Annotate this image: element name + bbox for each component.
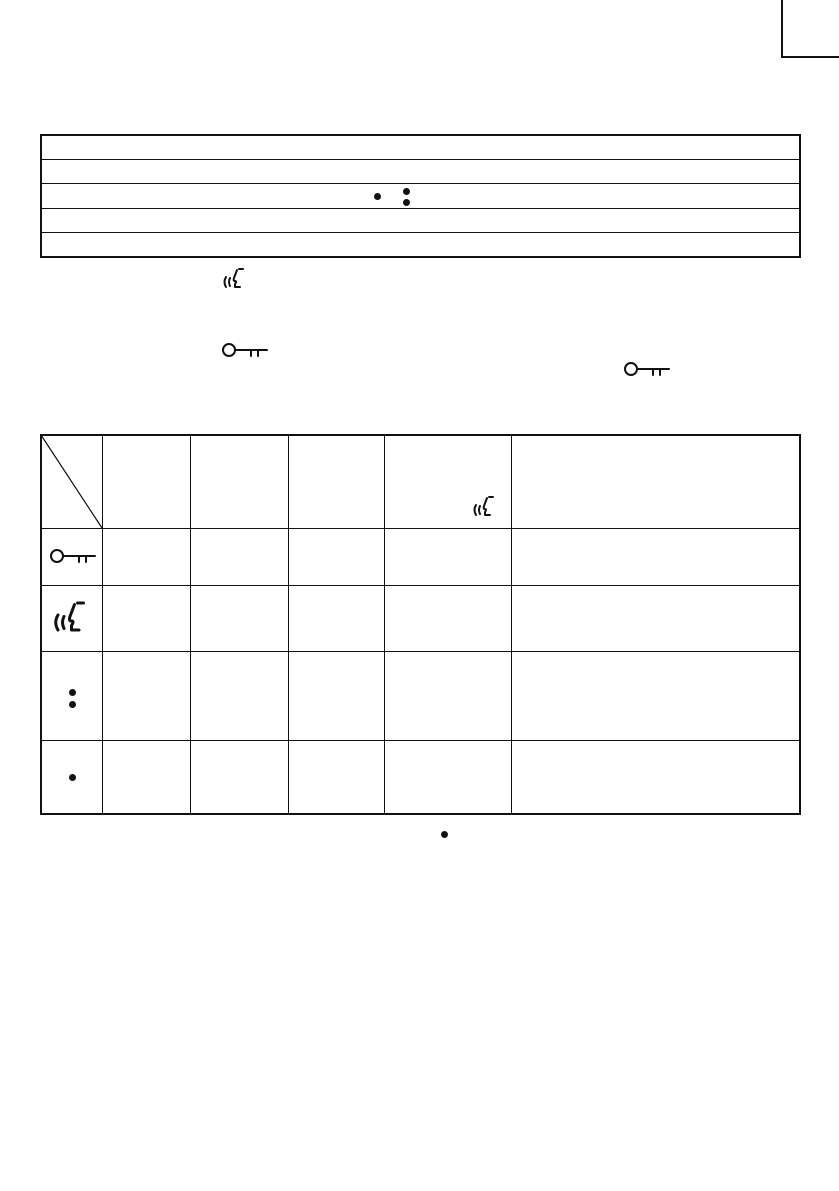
- single-dot-icon: [69, 774, 76, 781]
- page-edge-mark: [781, 0, 783, 57]
- summary-table-row-divider: [40, 208, 801, 209]
- voice-command-icon: [52, 598, 88, 638]
- matrix-table-border-bottom: [40, 813, 801, 815]
- page-edge-mark-horizontal: [781, 56, 839, 58]
- single-dot-icon: [374, 193, 381, 200]
- double-dot-icon-bottom: [403, 199, 410, 206]
- summary-table-border-right: [799, 134, 801, 258]
- summary-table-border-left: [40, 134, 42, 258]
- matrix-col-divider: [190, 434, 191, 815]
- double-dot-icon-bottom: [69, 701, 76, 708]
- summary-table-border-top: [40, 134, 801, 136]
- summary-table-row-divider: [40, 232, 801, 233]
- double-dot-icon-top: [69, 689, 76, 696]
- matrix-row-divider: [40, 740, 801, 741]
- key-icon: [49, 548, 97, 566]
- voice-command-icon: [472, 494, 496, 520]
- matrix-col-divider: [288, 434, 289, 815]
- summary-table-row-divider: [40, 183, 801, 184]
- matrix-col-divider: [511, 434, 512, 815]
- matrix-table-border-top: [40, 434, 801, 436]
- matrix-col-divider: [384, 434, 385, 815]
- matrix-row-divider: [40, 528, 801, 529]
- single-dot-icon: [441, 831, 448, 838]
- double-dot-icon-top: [403, 188, 410, 195]
- matrix-table-border-right: [799, 434, 801, 815]
- summary-table-border-bottom: [40, 256, 801, 258]
- summary-table-row-divider: [40, 159, 801, 160]
- matrix-row-divider: [40, 651, 801, 652]
- key-icon: [221, 342, 269, 360]
- matrix-row-divider: [40, 585, 801, 586]
- voice-command-icon: [222, 266, 246, 292]
- header-diagonal-divider: [41, 435, 103, 529]
- key-icon: [623, 361, 671, 379]
